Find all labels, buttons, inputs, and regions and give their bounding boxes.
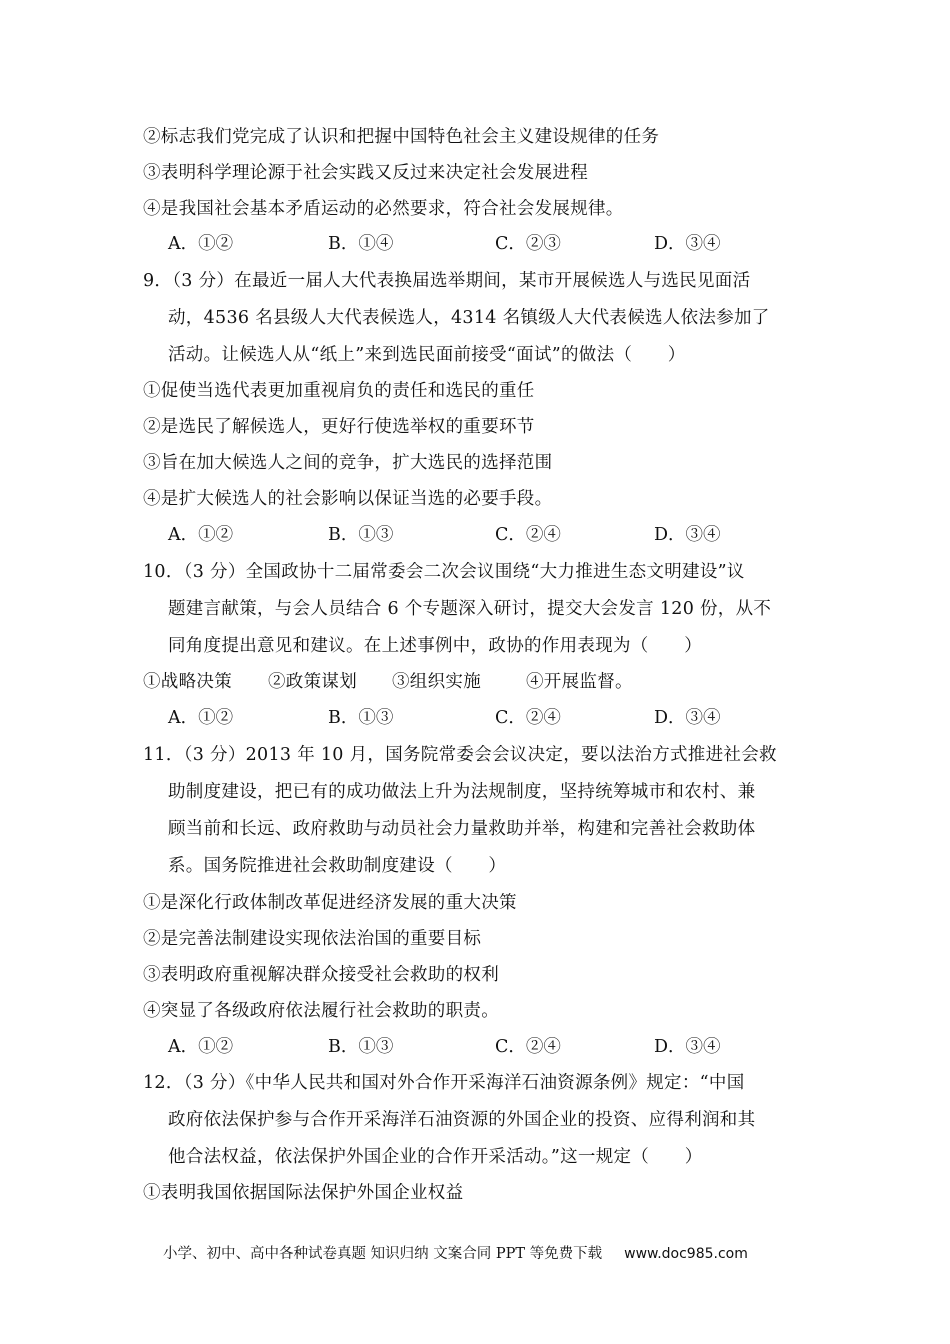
q10-item-3: ③组织实施 — [392, 672, 481, 692]
q10-item-2: ②政策谋划 — [268, 672, 357, 692]
q9-item-3: ③旨在加大候选人之间的竞争，扩大选民的选择范围 — [143, 453, 553, 473]
q10-item-1: ①战略决策 — [143, 672, 232, 692]
q11-option-b: B．①③ — [328, 1037, 394, 1057]
q9-item-2: ②是选民了解候选人，更好行使选举权的重要环节 — [143, 417, 535, 437]
q10-option-c: C．②④ — [495, 708, 561, 728]
q11-stem-line-2: 助制度建设，把已有的成功做法上升为法规制度，坚持统筹城市和农村、兼 — [168, 782, 756, 802]
q8-option-b: B．①④ — [328, 234, 394, 254]
q11-stem-line-4: 系。国务院推进社会救助制度建设（ ） — [168, 856, 507, 876]
q11-item-2: ②是完善法制建设实现依法治国的重要目标 — [143, 929, 482, 949]
footer-text: 小学、初中、高中各种试卷真题 知识归纳 文案合同 PPT 等免费下载 — [163, 1246, 603, 1262]
q10-option-b: B．①③ — [328, 708, 394, 728]
q9-item-1: ①促使当选代表更加重视肩负的责任和选民的重任 — [143, 381, 535, 401]
q12-stem-line-2: 政府依法保护参与合作开采海洋石油资源的外国企业的投资、应得利润和其 — [168, 1110, 756, 1130]
q10-stem-line-1: 10．（3 分）全国政协十二届常委会二次会议围绕“大力推进生态文明建设”议 — [143, 562, 745, 582]
q10-item-4: ④开展监督。 — [526, 672, 633, 692]
page-footer — [163, 1244, 748, 1264]
q9-stem-line-3: 活动。让候选人从“纸上”来到选民面前接受“面试”的做法（ ） — [168, 345, 686, 365]
q8-option-d: D．③④ — [654, 234, 721, 254]
q11-option-d: D．③④ — [654, 1037, 721, 1057]
q10-option-d: D．③④ — [654, 708, 721, 728]
q10-stem-line-2: 题建言献策，与会人员结合 6 个专题深入研讨，提交大会发言 120 份，从不 — [168, 599, 772, 619]
q11-stem-line-1: 11．（3 分）2013 年 10 月，国务院常委会会议决定，要以法治方式推进社会救 — [143, 745, 777, 765]
q10-option-a: A．①② — [168, 708, 234, 728]
q9-option-a: A．①② — [168, 525, 234, 545]
q10-stem-line-3: 同角度提出意见和建议。在上述事例中，政协的作用表现为（ ） — [168, 636, 702, 656]
q9-stem-line-1: 9．（3 分）在最近一届人大代表换届选举期间，某市开展候选人与选民见面活 — [143, 271, 751, 291]
q11-item-4: ④突显了各级政府依法履行社会救助的职责。 — [143, 1001, 499, 1021]
q9-option-b: B．①③ — [328, 525, 394, 545]
footer-url[interactable]: www.doc985.com — [624, 1246, 748, 1262]
q8-item-2: ②标志我们党完成了认识和把握中国特色社会主义建设规律的任务 — [143, 127, 660, 147]
q8-item-4: ④是我国社会基本矛盾运动的必然要求，符合社会发展规律。 — [143, 199, 624, 219]
q9-item-4: ④是扩大候选人的社会影响以保证当选的必要手段。 — [143, 489, 553, 509]
q12-item-1: ①表明我国依据国际法保护外国企业权益 — [143, 1183, 464, 1203]
q8-option-a: A．①② — [168, 234, 234, 254]
q12-stem-line-3: 他合法权益，依法保护外国企业的合作开采活动。”这一规定（ ） — [168, 1147, 703, 1167]
q9-stem-line-2: 动，4536 名县级人大代表候选人，4314 名镇级人大代表候选人依法参加了 — [168, 308, 770, 328]
q11-option-c: C．②④ — [495, 1037, 561, 1057]
q9-option-c: C．②④ — [495, 525, 561, 545]
q8-option-c: C．②③ — [495, 234, 561, 254]
q11-item-3: ③表明政府重视解决群众接受社会救助的权利 — [143, 965, 499, 985]
q12-stem-line-1: 12．（3 分）《中华人民共和国对外合作开采海洋石油资源条例》规定：“中国 — [143, 1073, 745, 1093]
q8-item-3: ③表明科学理论源于社会实践又反过来决定社会发展进程 — [143, 163, 588, 183]
q11-stem-line-3: 顾当前和长远、政府救助与动员社会力量救助并举，构建和完善社会救助体 — [168, 819, 756, 839]
q11-option-a: A．①② — [168, 1037, 234, 1057]
q9-option-d: D．③④ — [654, 525, 721, 545]
q11-item-1: ①是深化行政体制改革促进经济发展的重大决策 — [143, 893, 517, 913]
